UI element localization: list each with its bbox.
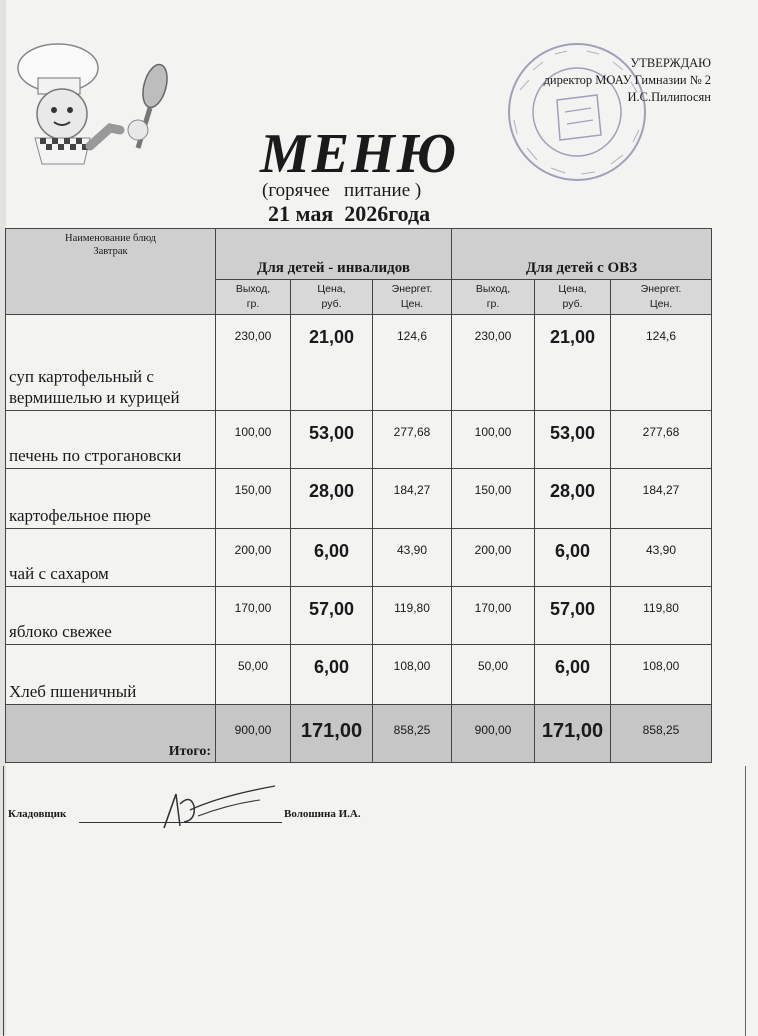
price-cell: 21,00 [535, 315, 611, 411]
energy-cell: 108,00 [373, 645, 452, 705]
dish-name-header [6, 229, 216, 315]
price-cell: 6,00 [291, 529, 373, 587]
approval-position: директор МОАУ Гимназии № 2 [543, 73, 711, 87]
total-weight: 900,00 [216, 705, 291, 763]
total-energy: 858,25 [373, 705, 452, 763]
energy-cell: 119,80 [373, 587, 452, 645]
total-energy: 858,25 [611, 705, 712, 763]
sub-header-energy: Энергет. Цен. [611, 280, 712, 315]
dish-name-header-label: Наименование блюд [64, 233, 156, 244]
weight-cell: 170,00 [216, 587, 291, 645]
energy-cell: 277,68 [373, 411, 452, 469]
weight-cell: 170,00 [452, 587, 535, 645]
weight-cell: 100,00 [216, 411, 291, 469]
weight-cell: 150,00 [216, 469, 291, 529]
approval-block [544, 55, 711, 106]
table-row [6, 315, 712, 411]
total-price: 171,00 [291, 705, 373, 763]
sub-header-price: Цена, руб. [291, 280, 373, 315]
energy-cell: 108,00 [611, 645, 712, 705]
energy-cell: 184,27 [611, 469, 712, 529]
group-header-row [6, 229, 712, 280]
dish-name: картофельное пюре [6, 469, 216, 529]
menu-table [5, 228, 712, 763]
dish-name: Хлеб пшеничный [6, 645, 216, 705]
left-border-line [3, 766, 4, 1036]
weight-cell: 100,00 [452, 411, 535, 469]
price-cell: 53,00 [535, 411, 611, 469]
energy-cell: 43,90 [373, 529, 452, 587]
price-cell: 28,00 [291, 469, 373, 529]
table-row [6, 645, 712, 705]
energy-cell: 277,68 [611, 411, 712, 469]
dish-name: яблоко свежее [6, 587, 216, 645]
menu-title: МЕНЮ [260, 123, 458, 185]
dish-name: чай с сахаром [6, 529, 216, 587]
price-cell: 57,00 [535, 587, 611, 645]
price-cell: 28,00 [535, 469, 611, 529]
energy-cell: 124,6 [611, 315, 712, 411]
group-header-ovz: Для детей с ОВЗ [452, 229, 712, 280]
sub-header-energy: Энергет. Цен. [373, 280, 452, 315]
sub-header-price: Цена, руб. [535, 280, 611, 315]
dish-name: печень по строгановски [6, 411, 216, 469]
weight-cell: 200,00 [452, 529, 535, 587]
meal-label: Завтрак [93, 246, 128, 257]
approval-heading: УТВЕРЖДАЮ [630, 56, 711, 70]
weight-cell: 150,00 [452, 469, 535, 529]
price-cell: 6,00 [535, 645, 611, 705]
total-price: 171,00 [535, 705, 611, 763]
energy-cell: 119,80 [611, 587, 712, 645]
price-cell: 21,00 [291, 315, 373, 411]
table-row [6, 587, 712, 645]
weight-cell: 50,00 [452, 645, 535, 705]
sub-header-weight: Выход, гр. [216, 280, 291, 315]
energy-cell: 124,6 [373, 315, 452, 411]
chef-illustration [10, 38, 185, 168]
storekeeper-label: Кладовщик [8, 808, 67, 820]
table-row [6, 411, 712, 469]
right-border-line [745, 766, 746, 1036]
group-header-disabled: Для детей - инвалидов [216, 229, 452, 280]
table-row [6, 469, 712, 529]
storekeeper-name: Волошина И.А. [284, 808, 361, 820]
energy-cell: 184,27 [373, 469, 452, 529]
price-cell: 53,00 [291, 411, 373, 469]
price-cell: 6,00 [291, 645, 373, 705]
approval-signatory: И.С.Пилипосян [627, 90, 711, 104]
menu-subtitle: (горячее питание ) [262, 180, 422, 201]
sub-header-weight: Выход, гр. [452, 280, 535, 315]
table-row [6, 529, 712, 587]
price-cell: 57,00 [291, 587, 373, 645]
energy-cell: 43,90 [611, 529, 712, 587]
price-cell: 6,00 [535, 529, 611, 587]
weight-cell: 50,00 [216, 645, 291, 705]
weight-cell: 230,00 [452, 315, 535, 411]
weight-cell: 200,00 [216, 529, 291, 587]
menu-date: 21 мая 2026года [268, 201, 431, 226]
total-row [6, 705, 712, 763]
weight-cell: 230,00 [216, 315, 291, 411]
dish-name: суп картофельный с вермишелью и курицей [6, 315, 216, 411]
total-weight: 900,00 [452, 705, 535, 763]
handwritten-signature [150, 780, 280, 835]
total-label: Итого: [6, 705, 216, 763]
